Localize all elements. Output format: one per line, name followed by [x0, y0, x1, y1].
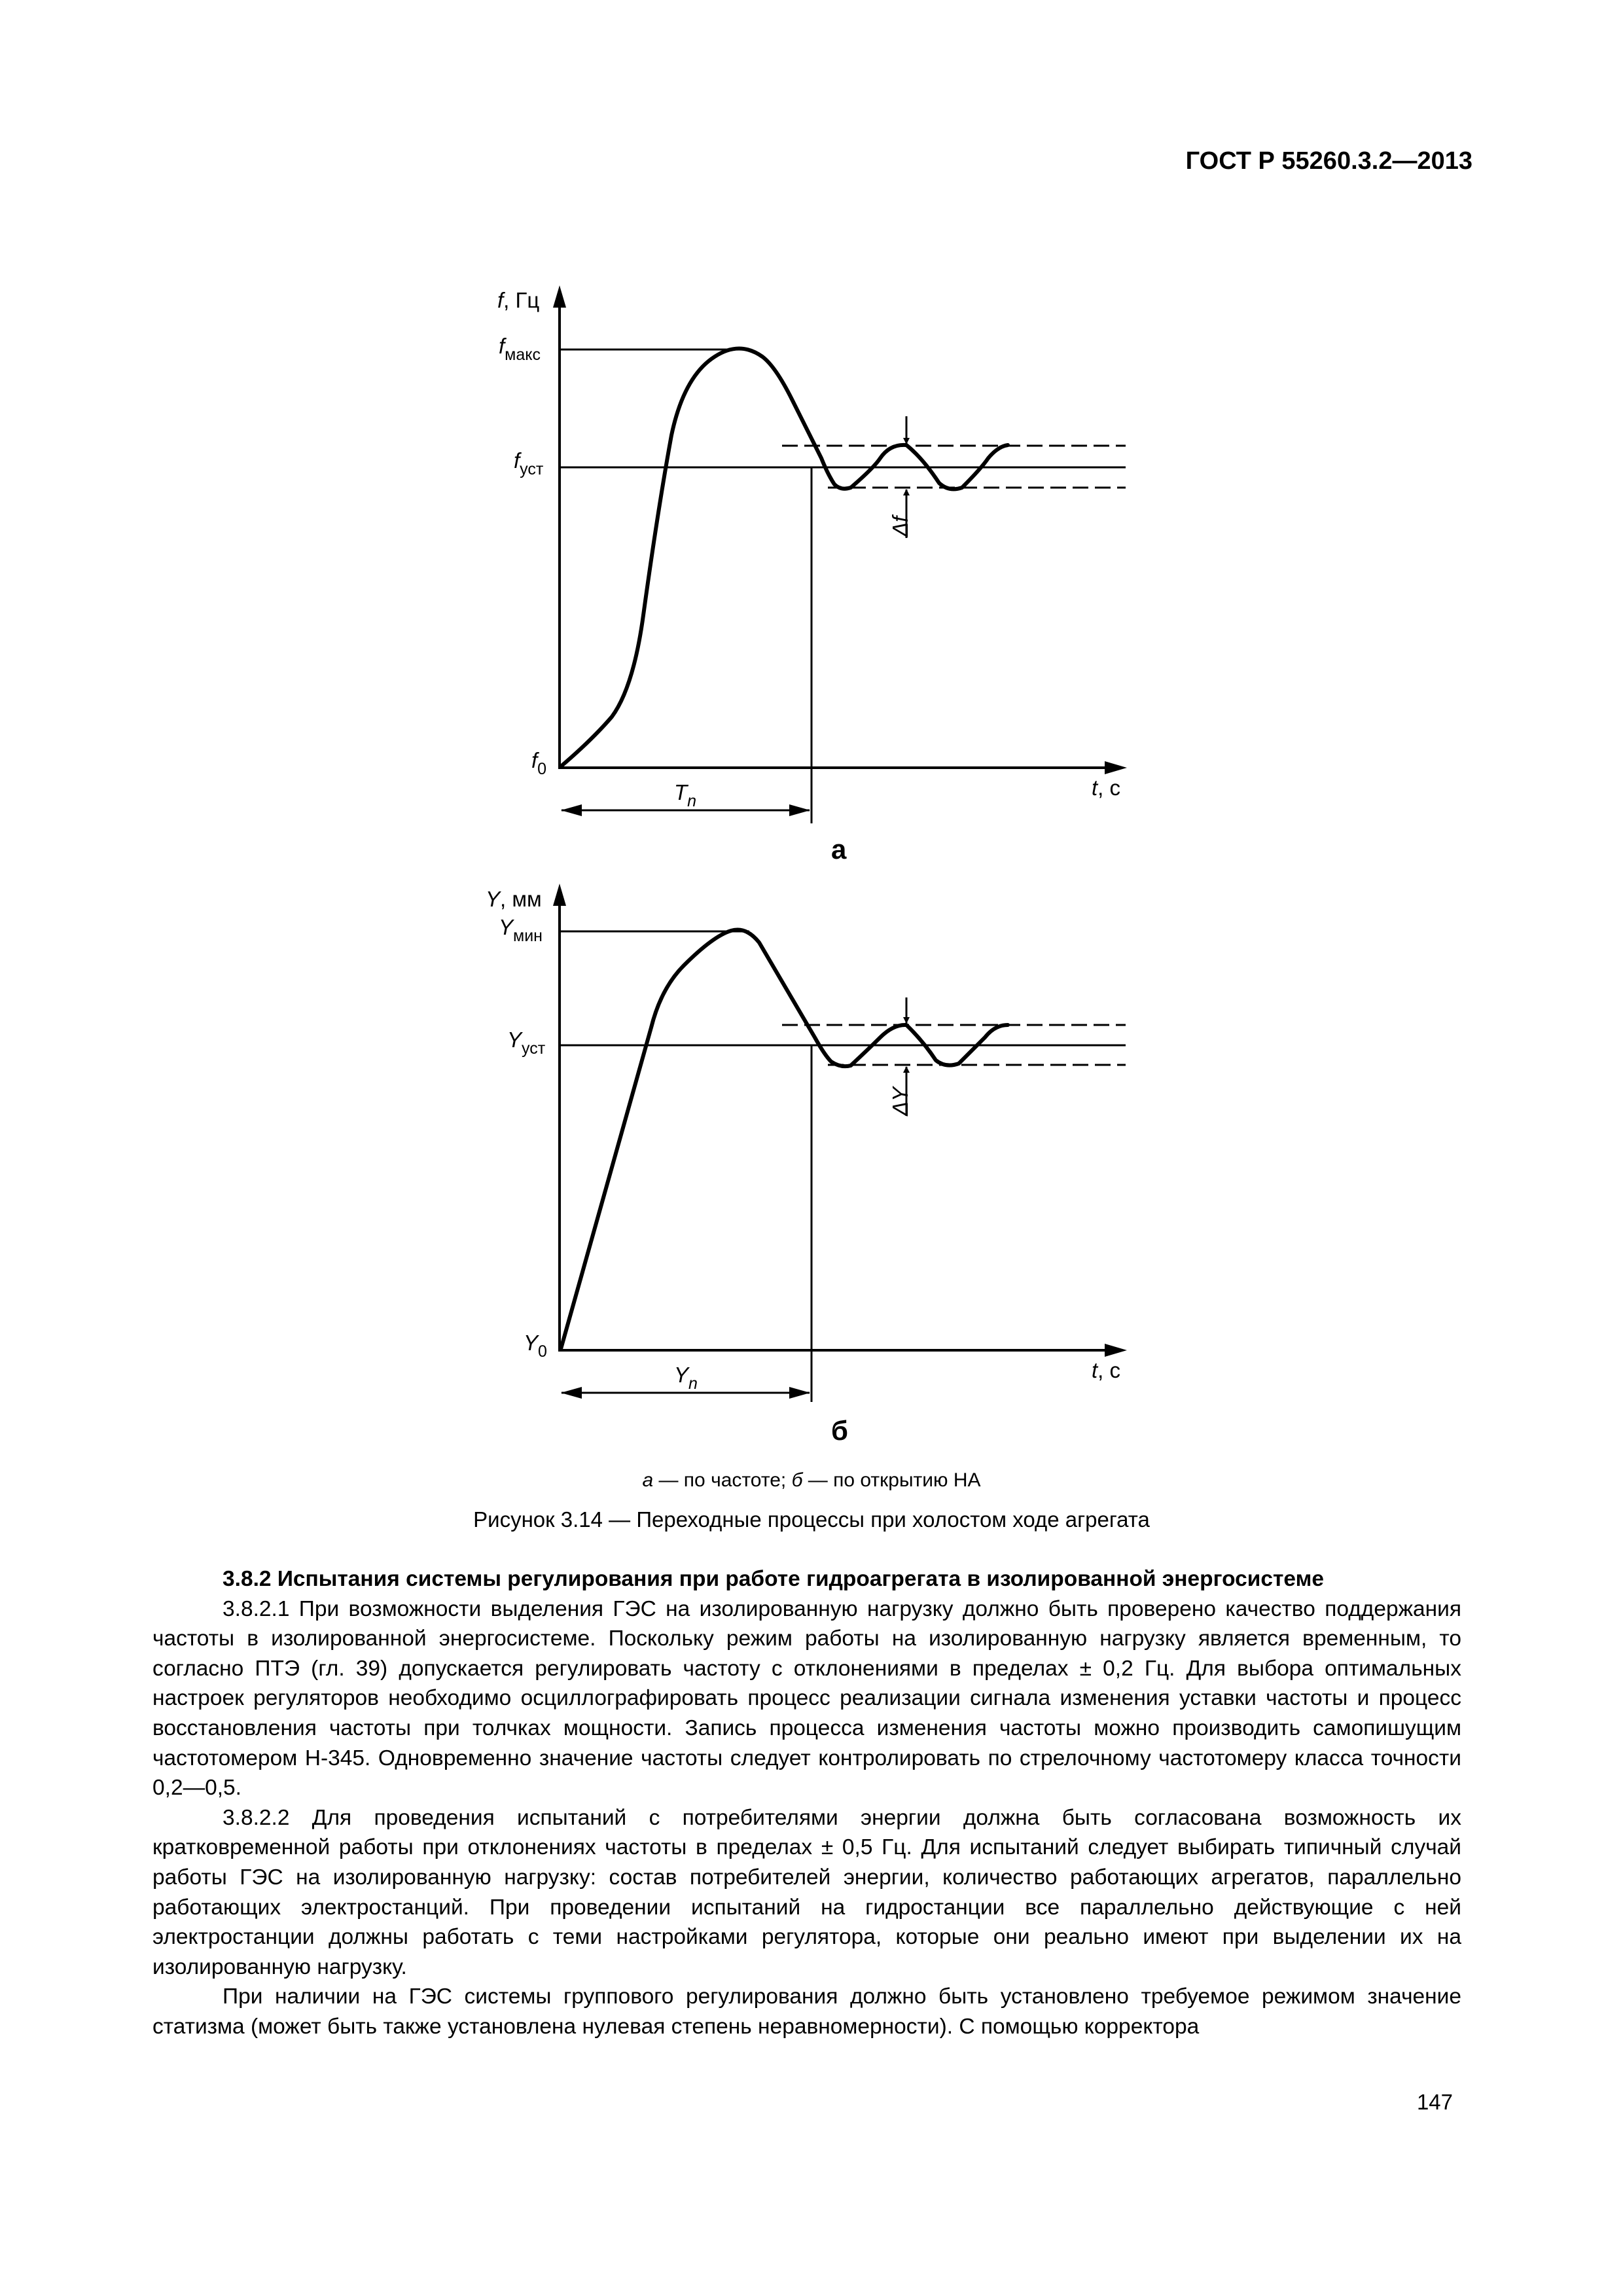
legend-a-letter: а: [642, 1469, 654, 1491]
panel-a-max-label: $f_{макс}$: [499, 334, 541, 364]
page-number: 147: [1416, 2090, 1453, 2114]
section-title: 3.8.2 Испытания системы регулирования при работе гидроагрегата в изолированной энергосистеме: [223, 1567, 1325, 1591]
legend-b-letter: б: [791, 1469, 803, 1491]
figure-legend: [131, 1469, 1492, 1492]
panel-a-x-axis-label: t, c: [1092, 776, 1121, 800]
panel-a-interval-label: $T_n$: [674, 780, 697, 810]
panel-a-interval-arrow-right: [789, 804, 810, 816]
panel-a-letter: a: [831, 834, 847, 865]
panel-a-frequency: [497, 285, 1127, 865]
panel-a-steady-label: $f_{уст}$: [514, 448, 544, 478]
paragraph-1: 3.8.2.1 При возможности выделения ГЭС на изолированную нагрузку должно быть проверено качество поддержания частоты в изолированной энергосистеме. Поскольку режим работы на изолированную нагрузку является временным, то согласно ПТЭ (гл. 39) допускается регулировать частоту с отклонениями в пределах ± 0,2 Гц. Для выбора оптимальных настроек регуляторов необходимо осциллографировать процесс реализации сигнала изменения уставки частоты и процесс восстановления частоты при толчках мощности. Запись процесса изменения частоты можно производить самопишущим частотомером Н-345. Одновременно значение частоты следует контролировать по стрелочному частотомеру класса точности 0,2—0,5.: [152, 1596, 1461, 1801]
legend-b-text: — по открытию НА: [802, 1469, 981, 1491]
panel-a-transient-curve: [561, 349, 1008, 767]
panel-b-x-axis-arrow: [1105, 1344, 1127, 1357]
section-body: [152, 1564, 1461, 2042]
panel-a-y-axis-label: f, Гц: [497, 288, 540, 312]
paragraph-3: При наличии на ГЭС системы группового регулирования должно быть установлено требуемое режимом значение статизма (может быть также установлена нулевая степень неравномерности). С помощью корректора: [152, 1984, 1461, 2039]
panel-b-opening: [486, 884, 1127, 1446]
panel-b-interval-arrow-left: [561, 1387, 582, 1399]
paragraph-2: 3.8.2.2 Для проведения испытаний с потребителями энергии должна быть согласована возможность их кратковременной работы при отклонениях частоты в пределах ± 0,5 Гц. Для испытаний следует выбирать типичный случай работы ГЭС на изолированную нагрузку: состав потребителей энергии, количество работающих агрегатов, параллельно работающих электростанций. При проведении испытаний на гидростанции все параллельно действующие с ней электростанции должны работать с теми настройками регулятора, которые они реально имеют при выделении их на изолированную нагрузку.: [152, 1805, 1461, 1979]
panel-b-steady-label: $Y_{уст}$: [507, 1028, 546, 1058]
panel-a-y-axis-arrow: [553, 285, 566, 308]
panel-b-min-label: $Y_{мин}$: [499, 915, 543, 945]
panel-b-y-axis-arrow: [553, 884, 566, 906]
figure-caption: Рисунок 3.14 — Переходные процессы при холостом ходе агрегата: [473, 1507, 1150, 1532]
document-header: ГОСТ Р 55260.3.2—2013: [1185, 147, 1472, 175]
panel-a-deviation-label: Δf: [888, 516, 912, 537]
panel-b-interval-label: $Y_n$: [674, 1363, 698, 1393]
panel-a-interval-arrow-left: [561, 804, 582, 816]
panel-b-origin-label: $Y_0$: [524, 1331, 547, 1361]
panel-b-y-axis-label: Y, мм: [486, 887, 542, 911]
panel-a-x-axis-arrow: [1105, 761, 1127, 774]
panel-a-origin-label: $f_0$: [531, 748, 547, 778]
panel-b-transient-curve: [561, 929, 1008, 1349]
panel-b-x-axis-label: t, c: [1092, 1358, 1121, 1382]
legend-a-text: — по частоте;: [653, 1469, 792, 1491]
panel-b-interval-arrow-right: [789, 1387, 810, 1399]
panel-b-letter: б: [831, 1415, 848, 1446]
panel-b-deviation-label: ΔY: [888, 1086, 912, 1116]
